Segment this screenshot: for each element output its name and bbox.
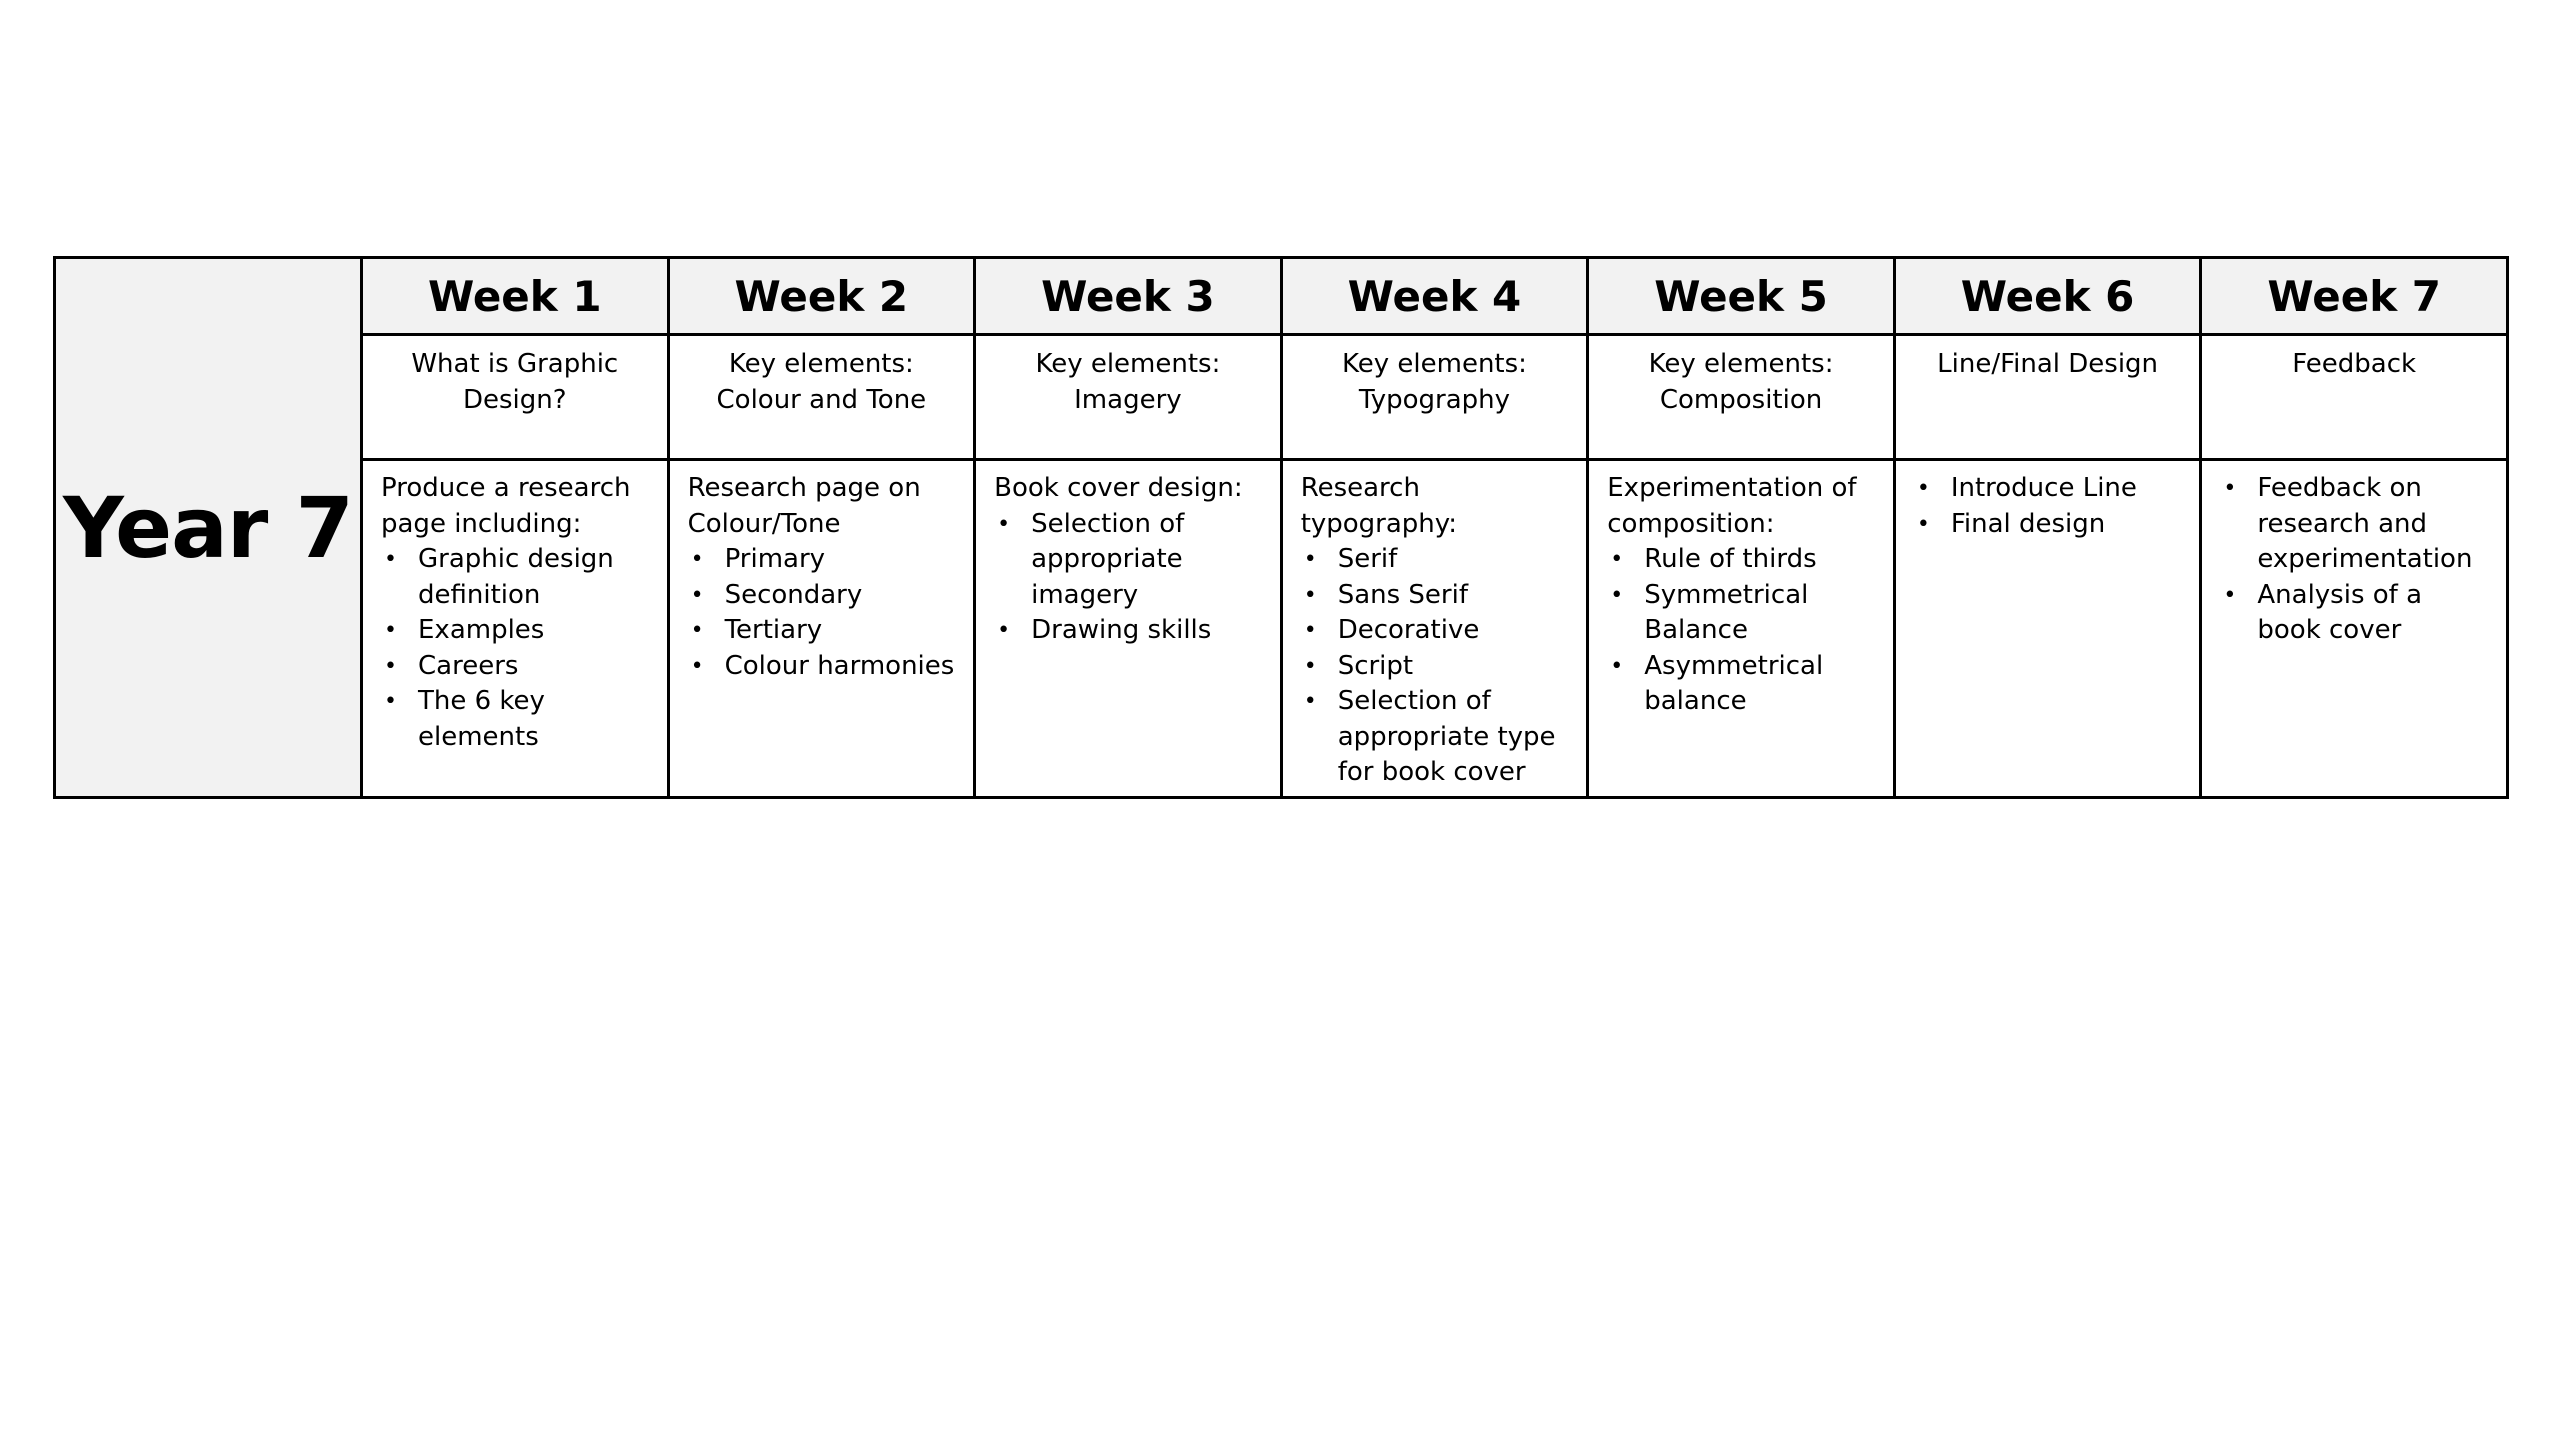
activity-intro: Research typography: bbox=[1300, 473, 1458, 539]
list-item-text: Feedback on research and experimentation bbox=[2257, 473, 2473, 574]
list-item bbox=[2220, 471, 2492, 578]
list-item bbox=[688, 542, 960, 578]
bullet-icon: • bbox=[690, 547, 704, 572]
list-item-text: Primary bbox=[724, 544, 826, 574]
bullet-icon: • bbox=[690, 653, 704, 679]
activity-intro: Book cover design: bbox=[994, 473, 1243, 503]
bullet-icon: • bbox=[1610, 653, 1624, 679]
year-cell bbox=[55, 258, 362, 798]
list-item bbox=[2220, 578, 2492, 649]
list-item bbox=[1607, 578, 1879, 649]
week-activities bbox=[1894, 460, 2201, 798]
week-heading: Week 4 bbox=[1281, 258, 1588, 335]
activity-list bbox=[2220, 471, 2492, 649]
bullet-icon: • bbox=[1916, 476, 1930, 501]
bullet-icon: • bbox=[1610, 547, 1624, 572]
week-heading: Week 5 bbox=[1588, 258, 1895, 335]
week-heading: Week 7 bbox=[2201, 258, 2508, 335]
list-item bbox=[1301, 542, 1573, 578]
activity-intro: Experimentation of composition: bbox=[1607, 473, 1857, 539]
list-item bbox=[1914, 507, 2186, 543]
bullet-icon: • bbox=[997, 511, 1011, 537]
list-item bbox=[1914, 471, 2186, 507]
bullet-icon: • bbox=[690, 582, 704, 608]
bullet-icon: • bbox=[2223, 476, 2237, 501]
week-topic: Line/Final Design bbox=[1894, 335, 2201, 460]
week-heading-row bbox=[55, 258, 2508, 335]
week-activities bbox=[1588, 460, 1895, 798]
week-topic: Key elements: Colour and Tone bbox=[668, 335, 975, 460]
list-item-text: Colour harmonies bbox=[724, 650, 955, 681]
bullet-icon: • bbox=[1610, 582, 1624, 608]
bullet-icon: • bbox=[384, 547, 397, 572]
week-topic: Key elements: Imagery bbox=[975, 335, 1282, 460]
bullet-icon: • bbox=[997, 618, 1011, 643]
topic-row bbox=[55, 335, 2508, 460]
list-item-text: Asymmetrical balance bbox=[1644, 650, 1824, 716]
list-item bbox=[688, 649, 960, 685]
activity-list bbox=[688, 542, 960, 684]
list-item-text: Examples bbox=[418, 615, 545, 645]
list-item bbox=[381, 542, 653, 613]
list-item bbox=[1607, 542, 1879, 578]
week-activities bbox=[975, 460, 1282, 798]
activity-intro: Produce a research page including: bbox=[381, 473, 631, 539]
week-heading: Week 1 bbox=[362, 258, 669, 335]
week-activities bbox=[362, 460, 669, 798]
week-heading: Week 3 bbox=[975, 258, 1282, 335]
week-heading: Week 2 bbox=[668, 258, 975, 335]
list-item bbox=[381, 649, 653, 685]
bullet-icon: • bbox=[2223, 582, 2237, 608]
bullet-icon: • bbox=[1916, 511, 1930, 537]
week-activities bbox=[1281, 460, 1588, 798]
list-item-text: Analysis of a book cover bbox=[2257, 579, 2423, 645]
list-item bbox=[688, 613, 960, 649]
list-item-text: Selection of appropriate type for book cover bbox=[1337, 686, 1556, 787]
bullet-icon: • bbox=[1303, 547, 1317, 572]
list-item-text: Sans Serif bbox=[1337, 579, 1468, 610]
list-item-text: Drawing skills bbox=[1031, 615, 1212, 645]
week-topic: Key elements: Typography bbox=[1281, 335, 1588, 460]
list-item-text: Script bbox=[1337, 650, 1414, 681]
list-item bbox=[1301, 684, 1573, 791]
list-item-text: The 6 key elements bbox=[418, 686, 545, 752]
list-item bbox=[1301, 649, 1573, 685]
week-topic: Feedback bbox=[2201, 335, 2508, 460]
list-item-text: Selection of appropriate imagery bbox=[1031, 508, 1185, 610]
list-item-text: Serif bbox=[1337, 544, 1398, 574]
activity-list bbox=[994, 507, 1266, 649]
activity-list bbox=[1301, 542, 1573, 791]
list-item-text: Graphic design definition bbox=[418, 544, 614, 610]
list-item bbox=[1607, 649, 1879, 720]
list-item-text: Introduce Line bbox=[1950, 473, 2137, 503]
list-item bbox=[994, 613, 1266, 649]
list-item bbox=[994, 507, 1266, 614]
week-activities bbox=[668, 460, 975, 798]
bullet-icon: • bbox=[384, 618, 397, 643]
activity-list bbox=[381, 542, 653, 755]
bullet-icon: • bbox=[690, 618, 704, 643]
list-item-text: Decorative bbox=[1337, 615, 1480, 645]
list-item-text: Symmetrical Balance bbox=[1644, 579, 1809, 645]
list-item-text: Tertiary bbox=[724, 615, 823, 645]
bullet-icon: • bbox=[384, 689, 397, 714]
list-item-text: Final design bbox=[1950, 508, 2106, 539]
list-item-text: Rule of thirds bbox=[1644, 544, 1817, 574]
bullet-icon: • bbox=[1303, 689, 1317, 714]
list-item bbox=[1301, 613, 1573, 649]
activity-list bbox=[1914, 471, 2186, 542]
scheme-of-work-table bbox=[53, 256, 2509, 799]
list-item-text: Secondary bbox=[724, 579, 863, 610]
activity-intro: Research page on Colour/Tone bbox=[687, 473, 921, 539]
bullet-icon: • bbox=[1303, 653, 1317, 679]
list-item bbox=[381, 684, 653, 755]
week-heading: Week 6 bbox=[1894, 258, 2201, 335]
year-label: Year 7 bbox=[63, 478, 353, 577]
list-item bbox=[381, 613, 653, 649]
bullet-icon: • bbox=[384, 653, 397, 679]
bullet-icon: • bbox=[1303, 582, 1317, 608]
list-item-text: Careers bbox=[418, 650, 519, 681]
list-item bbox=[688, 578, 960, 614]
bullet-icon: • bbox=[1303, 618, 1317, 643]
detail-row bbox=[55, 460, 2508, 798]
week-topic: What is Graphic Design? bbox=[362, 335, 669, 460]
activity-list bbox=[1607, 542, 1879, 720]
week-topic: Key elements: Composition bbox=[1588, 335, 1895, 460]
list-item bbox=[1301, 578, 1573, 614]
week-activities bbox=[2201, 460, 2508, 798]
